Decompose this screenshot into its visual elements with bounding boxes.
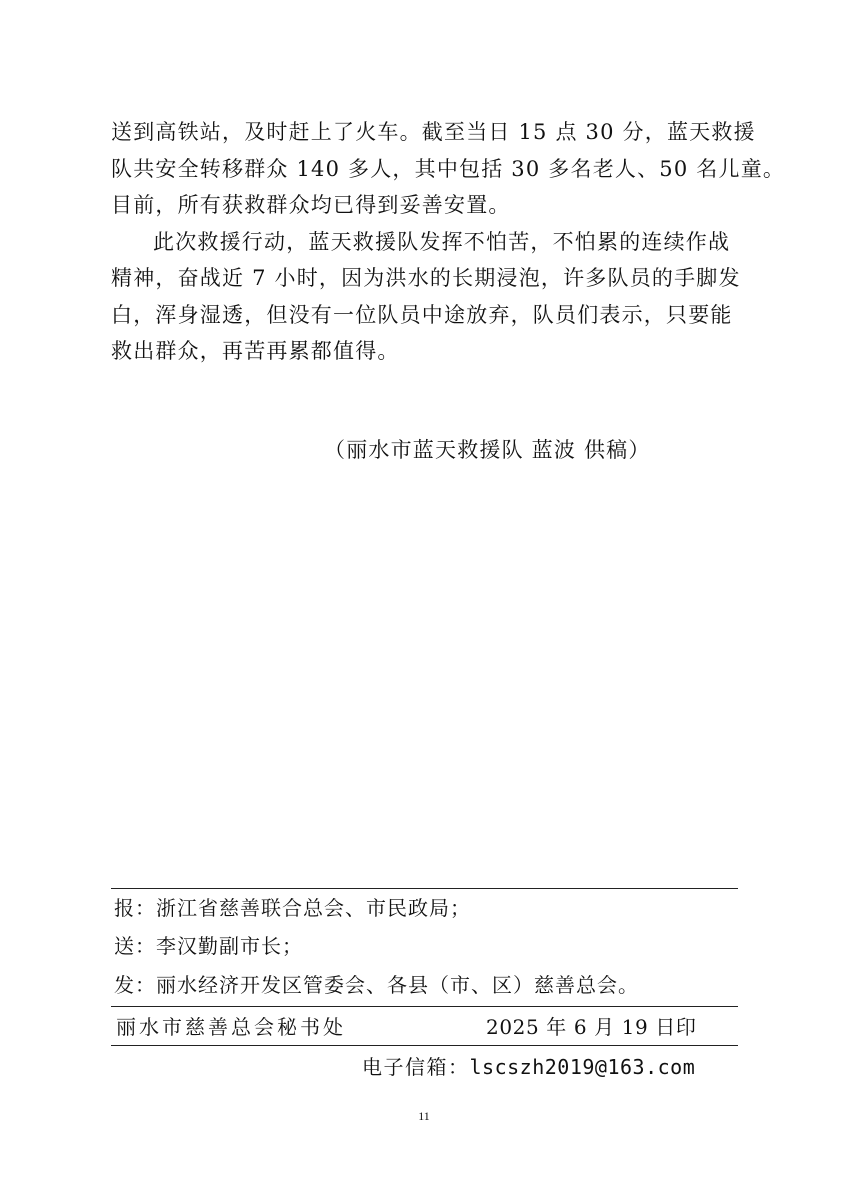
send-recipients: 送：李汉勤副市长； [114,934,303,958]
contact-email [362,1052,695,1082]
body-line: 白，浑身湿透，但没有一位队员中途放弃，队员们表示，只要能 [111,302,733,327]
article-signoff: （丽水市蓝天救援队 蓝波 供稿） [324,438,651,462]
divider-top [111,888,738,889]
divider-bottom [111,1045,738,1046]
body-line: 救出群众，再苦再累都值得。 [111,339,400,363]
body-line: 送到高铁站，及时赶上了火车。截至当日 15 点 30 分，蓝天救援 [111,120,756,144]
report-recipients: 报：浙江省慈善联合总会、市民政局； [114,896,471,920]
divider-middle [111,1006,738,1007]
body-line: 目前，所有获救群众均已得到妥善安置。 [111,193,511,217]
article-body [111,114,786,370]
body-line: 精神，奋战近 7 小时，因为洪水的长期浸泡，许多队员的手脚发 [111,266,741,290]
body-line: 此次救援行动，蓝天救援队发挥不怕苦，不怕累的连续作战 [153,229,731,254]
print-date: 2025 年 6 月 19 日印 [486,1015,697,1039]
page-number: 11 [418,1109,430,1123]
issue-recipients: 发：丽水经济开发区管委会、各县（市、区）慈善总会。 [114,973,639,997]
email-label: 电子信箱： [362,1055,470,1079]
body-line: 队共安全转移群众 140 多人，其中包括 30 多名老人、50 名儿童。 [111,156,786,181]
issuing-office: 丽水市慈善总会秘书处 [116,1015,346,1039]
email-address: lscszh2019@163.com [469,1055,696,1079]
